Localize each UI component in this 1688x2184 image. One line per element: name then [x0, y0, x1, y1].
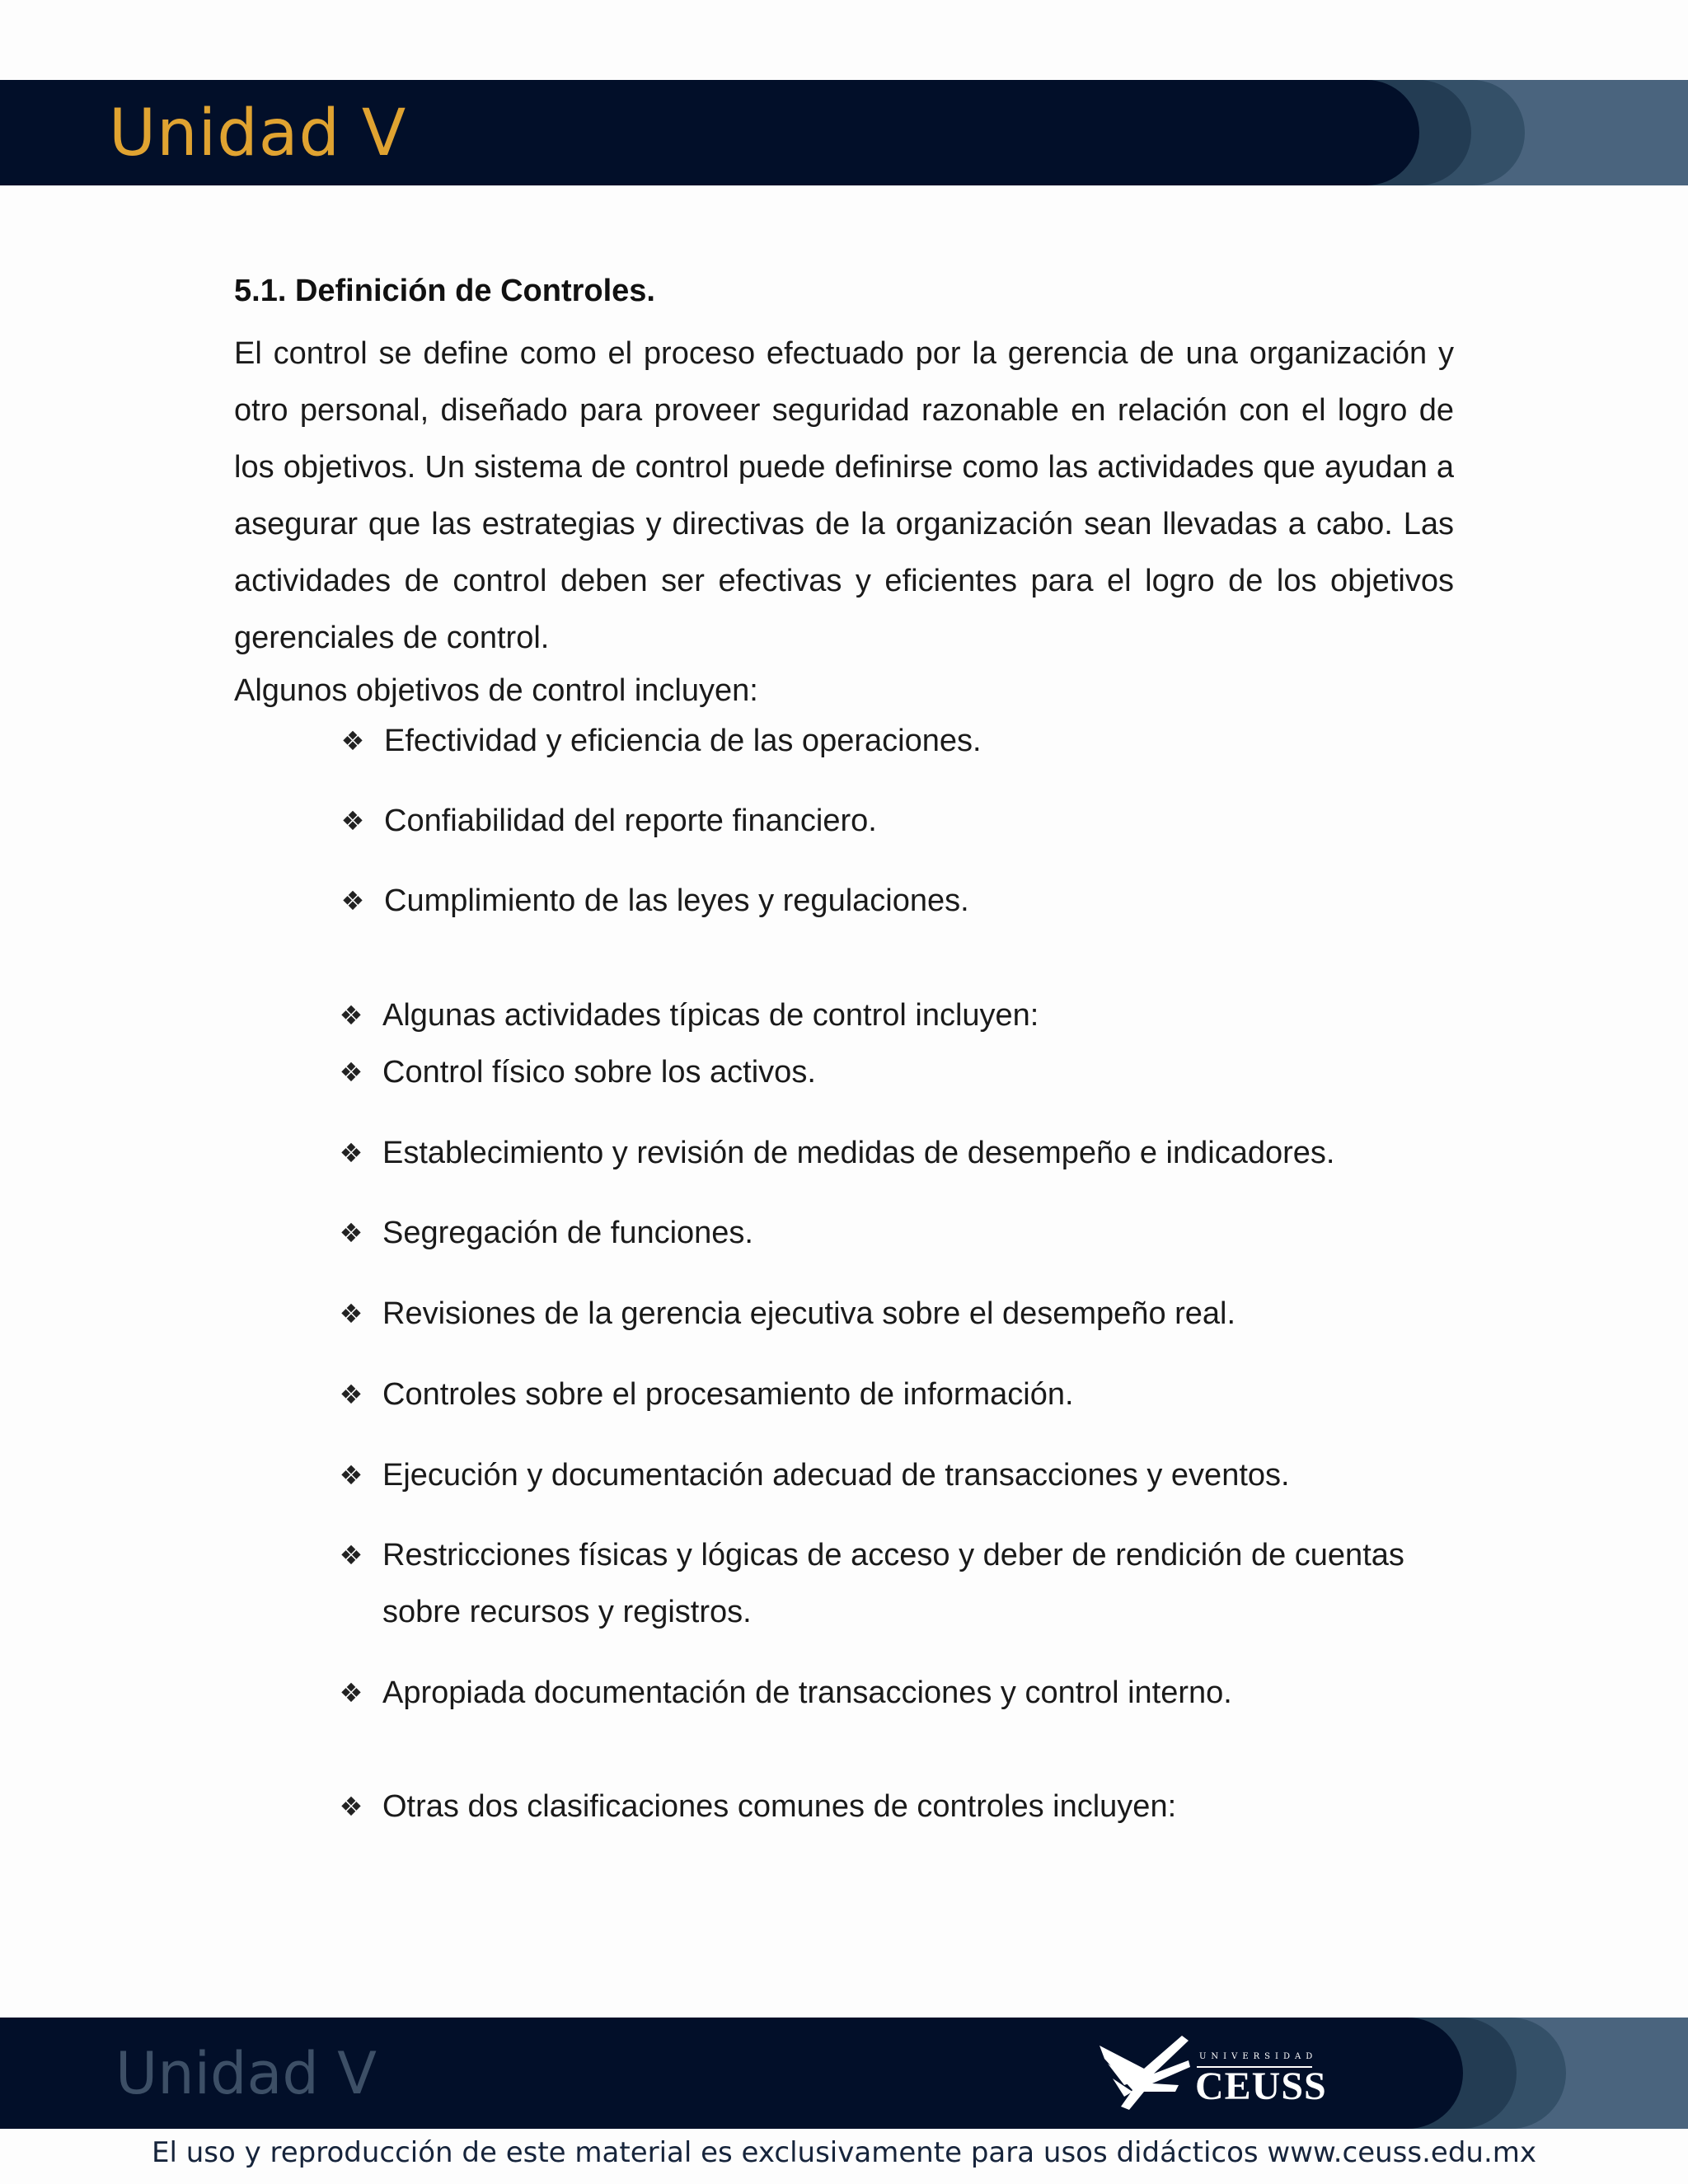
diamond-bullet-icon: ❖ — [339, 1000, 363, 1031]
activity-item: ❖ Control físico sobre los activos. — [382, 1044, 816, 1101]
objective-item: ❖ Cumplimiento de las leyes y regulaciones. — [384, 873, 969, 930]
diamond-bullet-icon: ❖ — [339, 1540, 363, 1571]
diamond-bullet-icon: ❖ — [339, 1057, 363, 1088]
activity-item: ❖ Establecimiento y revisión de medidas de desempeño e indicadores. — [382, 1125, 1334, 1182]
diamond-bullet-icon: ❖ — [339, 1460, 363, 1491]
activity-item: ❖ Revisiones de la gerencia ejecutiva sobre el desempeño real. — [382, 1286, 1236, 1343]
objective-item: ❖ Confiabilidad del reporte financiero. — [384, 793, 877, 850]
activity-item: ❖ Restricciones físicas y lógicas de acceso y deber de rendición de cuentas sobre recursos y registros. — [382, 1527, 1454, 1641]
activity-item: ❖ Segregación de funciones. — [382, 1205, 753, 1262]
eagle-emblem-icon — [1096, 2031, 1193, 2120]
footer-band — [0, 2018, 1688, 2129]
header-title: Unidad V — [109, 96, 407, 171]
objective-item: ❖ Efectividad y eficiencia de las operaciones. — [384, 713, 982, 770]
objectives-intro: Algunos objetivos de control incluyen: — [234, 673, 758, 708]
activity-item: ❖ Otras dos clasificaciones comunes de controles incluyen: — [382, 1779, 1176, 1835]
diamond-bullet-icon: ❖ — [339, 1677, 363, 1708]
logo-university-label: UNIVERSIDAD — [1199, 2052, 1318, 2061]
diamond-bullet-icon: ❖ — [339, 1137, 363, 1169]
definition-paragraph: El control se define como el proceso efectuado por la gerencia de una organización y otro personal, diseñado para proveer seguridad razonable en relación con el logro de los objetivos. Un sistema de control puede definirse como las actividades que ayudan a asegurar que las estrategias y directivas de la organización sean llevadas a cabo. Las actividades de control deben ser efectivas y eficientes para el logro de los objetivos gerenciales de control. — [234, 336, 1454, 655]
activity-item: ❖ Controles sobre el procesamiento de información. — [382, 1366, 1074, 1423]
section-title: 5.1. Definición de Controles. — [234, 274, 655, 308]
footer-title: Unidad V — [115, 2040, 377, 2107]
activity-item: ❖ Ejecución y documentación adecuad de transacciones y eventos. — [382, 1447, 1290, 1504]
diamond-bullet-icon: ❖ — [339, 1217, 363, 1249]
diamond-bullet-icon: ❖ — [339, 1298, 363, 1329]
logo-name: CEUSS — [1195, 2064, 1327, 2108]
ceuss-logo — [1096, 2031, 1343, 2120]
diamond-bullet-icon: ❖ — [339, 1791, 363, 1822]
activity-item: ❖ Algunas actividades típicas de control incluyen: — [382, 987, 1039, 1044]
diamond-bullet-icon: ❖ — [340, 725, 365, 757]
activity-item: ❖ Apropiada documentación de transacciones y control interno. — [382, 1665, 1232, 1722]
diamond-bullet-icon: ❖ — [339, 1379, 363, 1410]
diamond-bullet-icon: ❖ — [340, 885, 365, 916]
diamond-bullet-icon: ❖ — [340, 805, 365, 837]
footer-note: El uso y reproducción de este material es exclusivamente para usos didácticos www.ceuss.edu.mx — [151, 2136, 1537, 2169]
header-band — [0, 80, 1688, 185]
